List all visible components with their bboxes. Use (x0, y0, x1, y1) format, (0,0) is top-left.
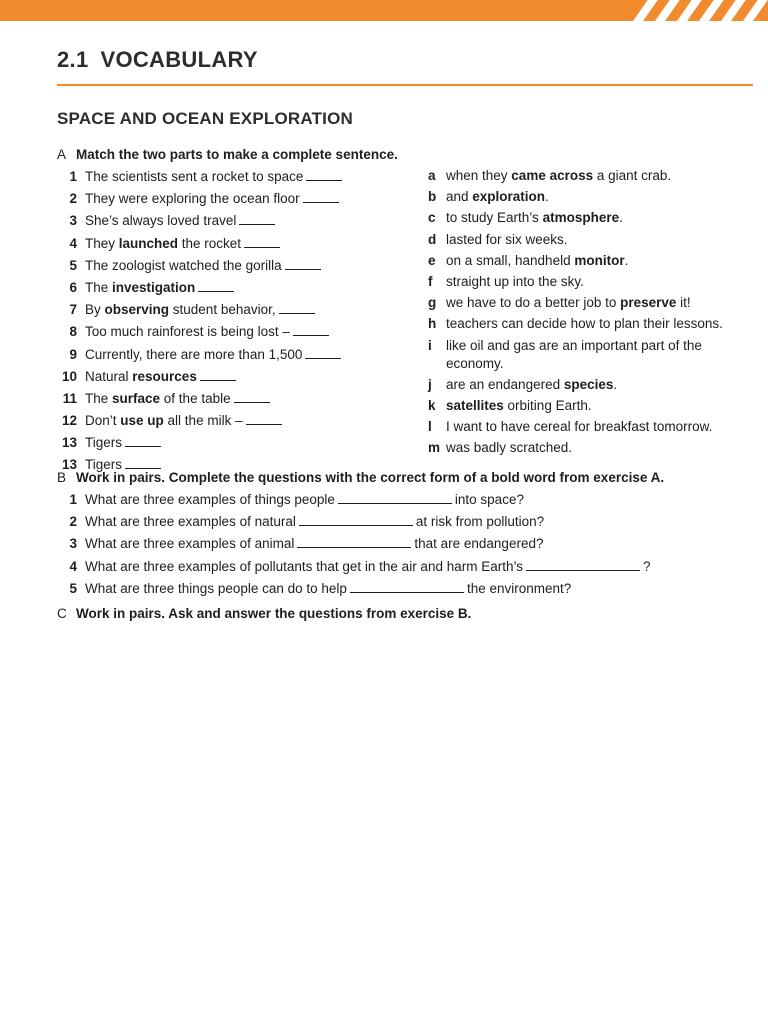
answer-blank[interactable] (125, 433, 161, 447)
item-number: 7 (69, 302, 77, 318)
item-letter: g (428, 295, 437, 311)
item-letter: h (428, 316, 437, 332)
item-text: teachers can decide how to plan their lessons. (446, 316, 723, 332)
list-item (52, 534, 651, 553)
list-item (52, 278, 342, 297)
answer-blank[interactable] (293, 322, 329, 336)
question-text: What are three examples of pollutants that get in the air and harm Earth’s (85, 558, 523, 574)
item-letter: d (428, 231, 437, 247)
item-letter: a (428, 168, 436, 183)
item-number: 5 (69, 580, 77, 596)
list-item (52, 322, 342, 341)
item-text: Tigers (85, 435, 123, 451)
item-text: Currently, there are more than 1,500 (85, 346, 303, 362)
item-text: Natural resources (85, 368, 197, 384)
item-text: are an endangered species. (446, 376, 618, 392)
item-text: The investigation (85, 279, 196, 295)
exercise-b-heading (57, 469, 664, 487)
item-letter: l (428, 419, 432, 435)
item-letter: i (428, 337, 432, 353)
exercise-letter: A (57, 147, 67, 162)
list-item (428, 252, 728, 270)
item-text: By observing student behavior, (85, 302, 276, 318)
item-text: Tigers (85, 457, 123, 473)
item-number: 13 (61, 435, 77, 451)
list-item (428, 439, 728, 457)
answer-blank[interactable] (234, 389, 270, 403)
item-text: to study Earth’s atmosphere. (446, 210, 623, 226)
answer-blank[interactable] (125, 455, 161, 469)
list-item (52, 490, 651, 509)
section-heading (57, 47, 258, 73)
answer-blank[interactable] (285, 256, 321, 270)
item-text: Too much rainforest is being lost – (85, 324, 290, 340)
question-text-end: into space? (454, 492, 524, 507)
list-item (428, 273, 728, 291)
list-item (52, 557, 651, 576)
question-text-end: at risk from pollution? (415, 514, 545, 530)
list-item (428, 418, 728, 436)
subtitle: SPACE AND OCEAN EXPLORATION (57, 109, 353, 128)
item-text: They launched the rocket (85, 235, 242, 251)
item-number: 6 (69, 279, 77, 295)
item-number: 2 (69, 514, 77, 530)
exercise-b-list (52, 490, 651, 601)
answer-blank[interactable] (303, 189, 339, 203)
list-item (428, 231, 728, 249)
item-text: Don’t use up all the milk – (85, 413, 243, 429)
exercise-a-left-list (52, 167, 342, 478)
answer-blank[interactable] (279, 300, 315, 314)
item-text: we have to do a better job to preserve it! (446, 295, 691, 311)
list-item (428, 167, 728, 185)
list-item (52, 389, 342, 408)
list-item (428, 337, 728, 373)
question-text: What are three examples of things people (85, 492, 335, 507)
list-item (428, 188, 728, 206)
question-text-end: that are endangered? (414, 536, 544, 552)
exercise-instruction: Match the two parts to make a complete sentence. (76, 147, 398, 162)
item-number: 8 (69, 324, 77, 340)
question-text: What are three things people can do to help (85, 580, 347, 596)
list-item (52, 345, 342, 364)
list-item (52, 433, 342, 452)
exercise-a-right-list (428, 167, 728, 460)
question-text: What are three examples of animal (85, 536, 295, 552)
item-text: The zoologist watched the gorilla (85, 257, 282, 273)
item-text: lasted for six weeks. (446, 231, 568, 247)
answer-blank[interactable] (244, 234, 280, 248)
item-number: 5 (69, 257, 77, 273)
list-item (428, 209, 728, 227)
item-number: 4 (69, 558, 77, 574)
item-letter: c (428, 210, 436, 226)
item-number: 11 (62, 390, 77, 406)
item-text: like oil and gas are an important part of the economy. (446, 337, 702, 371)
item-letter: j (428, 376, 432, 392)
exercise-c-heading (57, 605, 471, 623)
answer-blank[interactable] (239, 211, 275, 225)
item-number: 9 (69, 346, 77, 362)
item-number: 3 (69, 213, 77, 229)
item-letter: m (428, 440, 441, 456)
answer-blank[interactable] (526, 557, 640, 571)
list-item (52, 411, 342, 430)
list-item (428, 315, 728, 333)
item-text: straight up into the sky. (446, 273, 584, 289)
item-number: 2 (69, 191, 77, 207)
item-text: when they came across a giant crab. (446, 168, 672, 183)
section-title: VOCABULARY (100, 47, 258, 72)
answer-blank[interactable] (338, 490, 452, 504)
answer-blank[interactable] (198, 278, 234, 292)
list-item (52, 300, 342, 319)
answer-blank[interactable] (200, 367, 236, 381)
list-item (52, 367, 342, 386)
item-number: 1 (69, 169, 77, 184)
list-item (52, 256, 342, 275)
exercise-instruction: Work in pairs. Complete the questions with the correct form of a bold word from exercise A. (76, 470, 665, 485)
list-item (52, 167, 342, 186)
item-text: was badly scratched. (446, 440, 573, 456)
list-item (52, 211, 342, 230)
question-text-end: the environment? (466, 580, 572, 596)
list-item (428, 376, 728, 394)
list-item (428, 294, 728, 312)
answer-blank[interactable] (299, 512, 413, 526)
list-item (52, 234, 342, 253)
item-letter: e (428, 252, 436, 268)
item-text: She’s always loved travel (85, 213, 237, 229)
item-number: 10 (61, 368, 77, 384)
answer-blank[interactable] (306, 167, 342, 181)
item-text: on a small, handheld monitor. (446, 252, 629, 268)
item-letter: k (428, 397, 436, 413)
exercise-instruction: Work in pairs. Ask and answer the questions from exercise B. (76, 606, 472, 621)
heading-rule (57, 84, 753, 86)
item-number: 13 (61, 457, 77, 473)
list-item (52, 512, 651, 531)
exercise-letter: C (57, 606, 67, 621)
list-item (52, 579, 651, 598)
item-number: 3 (69, 536, 77, 552)
list-item (52, 189, 342, 208)
item-number: 1 (69, 492, 77, 507)
answer-blank[interactable] (350, 579, 464, 593)
item-text: satellites orbiting Earth. (446, 397, 592, 413)
item-number: 12 (61, 413, 77, 429)
item-letter: f (428, 273, 433, 289)
item-text: The surface of the table (85, 390, 231, 406)
answer-blank[interactable] (246, 411, 282, 425)
item-letter: b (428, 189, 437, 205)
list-item (428, 397, 728, 415)
question-text-end: ? (643, 558, 651, 574)
question-text: What are three examples of natural (85, 514, 296, 530)
item-text: The scientists sent a rocket to space (85, 169, 304, 184)
answer-blank[interactable] (305, 345, 341, 359)
section-number: 2.1 (57, 47, 89, 72)
decorative-stripes (628, 0, 768, 21)
answer-blank[interactable] (297, 534, 411, 548)
exercise-a-heading (57, 146, 398, 164)
item-number: 4 (69, 235, 77, 251)
exercise-letter: B (57, 470, 67, 485)
item-text: They were exploring the ocean floor (85, 191, 300, 207)
item-text: and exploration. (446, 189, 549, 205)
item-text: I want to have cereal for breakfast tomorrow. (446, 419, 713, 435)
